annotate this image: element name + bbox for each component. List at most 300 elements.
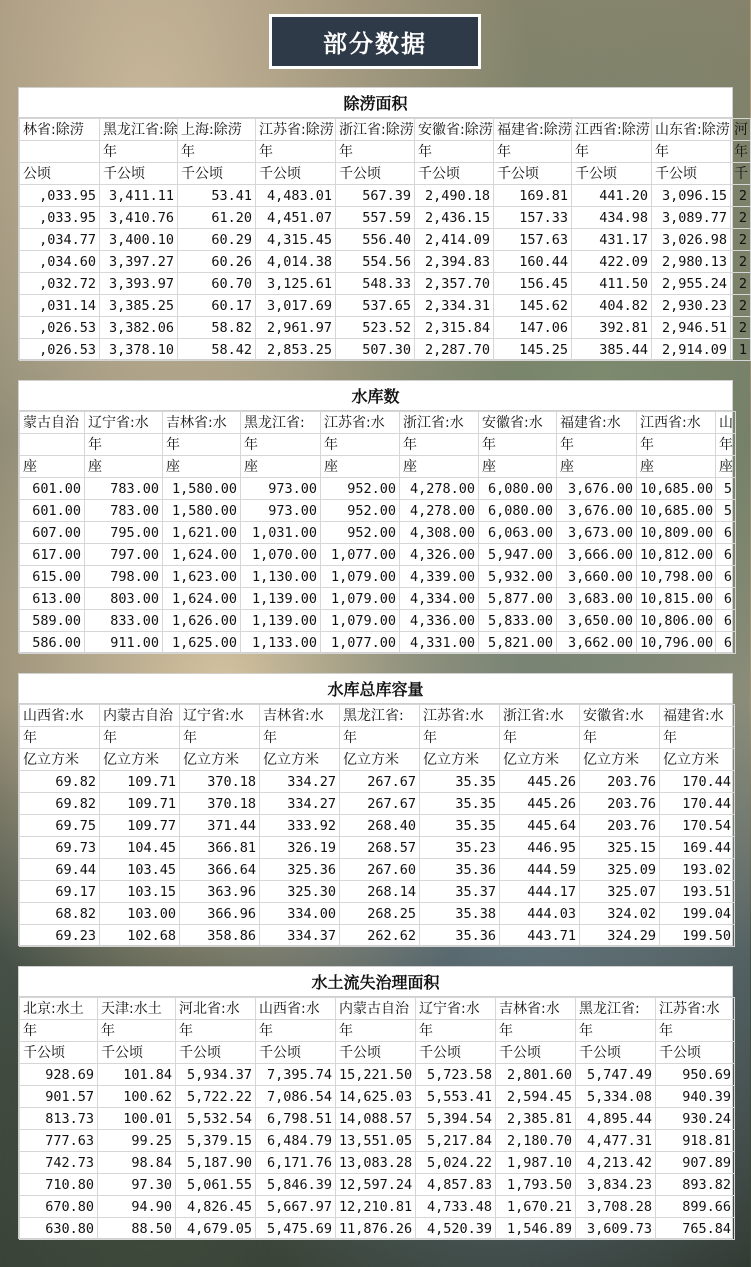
table-cell: 3,609.73: [576, 1218, 656, 1240]
unit-row-cell: 千公顷: [98, 1042, 176, 1064]
table-cell: 7,086.54: [256, 1086, 336, 1108]
column-header-row-cell: 江苏省:水: [420, 705, 500, 727]
frequency-row-cell: 年: [20, 1020, 98, 1042]
table-cell: 262.62: [340, 925, 420, 947]
column-header-row-cell: 河北省:水: [176, 998, 256, 1020]
table-cell: 4,520.39: [416, 1218, 496, 1240]
table-cell: 3,026.98: [652, 229, 731, 251]
table-cell: 444.59: [500, 859, 580, 881]
column-header-row: [20, 705, 735, 727]
table-row: [20, 544, 736, 566]
table-cell: 973.00: [241, 500, 321, 522]
table-cell: 2: [731, 207, 751, 229]
table-cell: 441.20: [572, 185, 652, 207]
frequency-row-cell: 年: [496, 1020, 576, 1042]
table-cell: 69.82: [20, 793, 100, 815]
table-cell: 325.07: [580, 881, 660, 903]
unit-row-cell: 座: [557, 456, 637, 478]
table-cell: 6,080.00: [479, 478, 557, 500]
table-cell: 617.00: [20, 544, 85, 566]
panel-drainage-area: [18, 87, 748, 360]
table-cell: 404.82: [572, 295, 652, 317]
unit-row-cell: 座: [400, 456, 479, 478]
table-cell: ,034.77: [20, 229, 100, 251]
table-cell: 10,685.00: [637, 478, 716, 500]
table-cell: 1,130.00: [241, 566, 321, 588]
table-cell: 10,812.00: [637, 544, 716, 566]
table-cell: 4,278.00: [400, 500, 479, 522]
table-cell: 35.36: [420, 925, 500, 947]
column-header-row-cell: 江西省:水: [637, 412, 716, 434]
table-cell: 4,451.07: [256, 207, 336, 229]
table-cell: ,031.14: [20, 295, 100, 317]
table-cell: 4,334.00: [400, 588, 479, 610]
table-cell: 3,096.15: [652, 185, 731, 207]
table-cell: 3,089.77: [652, 207, 731, 229]
table-cell: 3,393.97: [100, 273, 178, 295]
table-cell: 5,747.49: [576, 1064, 656, 1086]
table-cell: ,033.95: [20, 185, 100, 207]
table-cell: 392.81: [572, 317, 652, 339]
table-cell: 4,895.44: [576, 1108, 656, 1130]
column-header-row: [20, 998, 735, 1020]
table-cell: 3,382.06: [100, 317, 178, 339]
frequency-row-cell: 年: [494, 141, 572, 163]
table-cell: 35.36: [420, 859, 500, 881]
table-cell: 3,385.25: [100, 295, 178, 317]
table-cell: 69.75: [20, 815, 100, 837]
table-cell: 444.17: [500, 881, 580, 903]
table-cell: 411.50: [572, 273, 652, 295]
table-cell: 60.29: [178, 229, 256, 251]
unit-row-cell: 座: [241, 456, 321, 478]
column-header-row-cell: 山东省:除涝: [652, 119, 731, 141]
data-table: [19, 411, 736, 654]
table-cell: 170.44: [660, 771, 735, 793]
table-cell: 607.00: [20, 522, 85, 544]
table-cell: 4,826.45: [176, 1196, 256, 1218]
table-cell: ,032.72: [20, 273, 100, 295]
table-cell: 145.25: [494, 339, 572, 361]
table-row: [20, 207, 751, 229]
table-cell: 1,625.00: [163, 632, 241, 654]
frequency-row-cell: 年: [256, 141, 336, 163]
column-header-row-cell: 吉林省:水: [163, 412, 241, 434]
table-cell: 53.41: [178, 185, 256, 207]
table-cell: 69.23: [20, 925, 100, 947]
table-row: [20, 588, 736, 610]
table-cell: 445.64: [500, 815, 580, 837]
frequency-row: [20, 1020, 735, 1042]
table-cell: 109.77: [100, 815, 180, 837]
table-cell: 4,326.00: [400, 544, 479, 566]
unit-row-cell: 座: [637, 456, 716, 478]
frequency-row-cell: 年: [637, 434, 716, 456]
table-cell: 10,685.00: [637, 500, 716, 522]
table-row: [20, 610, 736, 632]
table-cell: 4,308.00: [400, 522, 479, 544]
table-cell: 10,815.00: [637, 588, 716, 610]
table-cell: 145.62: [494, 295, 572, 317]
table-cell: 109.71: [100, 793, 180, 815]
unit-row-cell: 亿立方米: [260, 749, 340, 771]
table-cell: 952.00: [321, 478, 400, 500]
unit-row: [20, 1042, 735, 1064]
table-cell: 363.96: [180, 881, 260, 903]
unit-row-cell: 千公顷: [256, 163, 336, 185]
table-cell: 973.00: [241, 478, 321, 500]
table-cell: 334.00: [260, 903, 340, 925]
table-row: [20, 632, 736, 654]
table-cell: 1,031.00: [241, 522, 321, 544]
table-cell: 742.73: [20, 1152, 98, 1174]
table-cell: 615.00: [20, 566, 85, 588]
table-row: [20, 1174, 735, 1196]
frequency-row-cell: 年: [100, 727, 180, 749]
table-cell: 2: [731, 185, 751, 207]
unit-row-cell: 千公顷: [494, 163, 572, 185]
unit-row-cell: 千公顷: [576, 1042, 656, 1064]
table-cell: 557.59: [336, 207, 415, 229]
table-cell: 5,334.08: [576, 1086, 656, 1108]
table-cell: 2,961.97: [256, 317, 336, 339]
column-header-row-cell: 上海:除涝: [178, 119, 256, 141]
table-row: [20, 500, 736, 522]
table-cell: 103.15: [100, 881, 180, 903]
table-row: [20, 1064, 735, 1086]
table-cell: 69.17: [20, 881, 100, 903]
frequency-row-cell: 年: [20, 727, 100, 749]
page-title: 部分数据: [323, 30, 427, 58]
column-header-row-cell: 山西省:水: [20, 705, 100, 727]
table-cell: 1,079.00: [321, 610, 400, 632]
table-cell: 6,484.79: [256, 1130, 336, 1152]
table-cell: 507.30: [336, 339, 415, 361]
table-cell: 325.36: [260, 859, 340, 881]
table-cell: 586.00: [20, 632, 85, 654]
table-cell: 170.54: [660, 815, 735, 837]
frequency-row-cell: 年: [660, 727, 735, 749]
table-row: [20, 837, 735, 859]
table-cell: 268.57: [340, 837, 420, 859]
table-cell: 100.01: [98, 1108, 176, 1130]
table-cell: 6,063.00: [479, 522, 557, 544]
frequency-row-cell: 年: [98, 1020, 176, 1042]
table-cell: 4,339.00: [400, 566, 479, 588]
table-cell: 445.26: [500, 793, 580, 815]
table-cell: 358.86: [180, 925, 260, 947]
frequency-row: [20, 434, 736, 456]
unit-row-cell: 千公顷: [572, 163, 652, 185]
table-cell: 157.33: [494, 207, 572, 229]
unit-row-cell: 千公顷: [20, 1042, 98, 1064]
table-cell: 13,551.05: [336, 1130, 416, 1152]
table-cell: 12,597.24: [336, 1174, 416, 1196]
table-cell: 2,853.25: [256, 339, 336, 361]
table-cell: 3,017.69: [256, 295, 336, 317]
panel-title: 除涝面积: [19, 88, 732, 118]
table-cell: 10,806.00: [637, 610, 716, 632]
table-cell: 147.06: [494, 317, 572, 339]
table-cell: 325.15: [580, 837, 660, 859]
column-header-row-cell: 福建省:水: [557, 412, 637, 434]
frequency-row-cell: 年: [416, 1020, 496, 1042]
table-cell: 10,796.00: [637, 632, 716, 654]
table-cell: 1,624.00: [163, 544, 241, 566]
table-cell: 193.02: [660, 859, 735, 881]
table-cell: 1,077.00: [321, 544, 400, 566]
table-cell: 157.63: [494, 229, 572, 251]
table-cell: 60.17: [178, 295, 256, 317]
table-cell: ,026.53: [20, 339, 100, 361]
table-cell: 35.35: [420, 815, 500, 837]
frequency-row-cell: 年: [580, 727, 660, 749]
table-cell: 3,378.10: [100, 339, 178, 361]
frequency-row-cell: 年: [85, 434, 163, 456]
column-header-row-cell: 江苏省:除涝: [256, 119, 336, 141]
frequency-row-cell: 年: [400, 434, 479, 456]
table-cell: 2: [731, 251, 751, 273]
column-header-row-cell: 山: [716, 412, 736, 434]
column-header-row-cell: 天津:水土: [98, 998, 176, 1020]
table-cell: 893.82: [656, 1174, 735, 1196]
table-cell: 431.17: [572, 229, 652, 251]
table-cell: 109.71: [100, 771, 180, 793]
table-cell: ,033.95: [20, 207, 100, 229]
table-cell: 613.00: [20, 588, 85, 610]
table-cell: 710.80: [20, 1174, 98, 1196]
table-cell: 1,079.00: [321, 588, 400, 610]
table-cell: 385.44: [572, 339, 652, 361]
unit-row-cell: 千: [731, 163, 751, 185]
table-cell: 2,287.70: [415, 339, 494, 361]
table-cell: 1: [731, 339, 751, 361]
table-cell: 1,077.00: [321, 632, 400, 654]
column-header-row-cell: 蒙古自治: [20, 412, 85, 434]
table-cell: 6,080.00: [479, 500, 557, 522]
table-cell: 911.00: [85, 632, 163, 654]
table-cell: 1,623.00: [163, 566, 241, 588]
frequency-row-cell: 年: [576, 1020, 656, 1042]
table-cell: 12,210.81: [336, 1196, 416, 1218]
table-cell: 3,650.00: [557, 610, 637, 632]
table-cell: 3,666.00: [557, 544, 637, 566]
table-row: [20, 1130, 735, 1152]
unit-row-cell: 千公顷: [336, 163, 415, 185]
frequency-row-cell: [20, 434, 85, 456]
table-cell: 170.44: [660, 793, 735, 815]
frequency-row: [20, 141, 751, 163]
column-header-row-cell: 福建省:除涝: [494, 119, 572, 141]
table-cell: 2: [731, 273, 751, 295]
table-cell: 10,809.00: [637, 522, 716, 544]
frequency-row-cell: 年: [336, 1020, 416, 1042]
frequency-row: [20, 727, 735, 749]
table-cell: 1,546.89: [496, 1218, 576, 1240]
table-cell: 2,357.70: [415, 273, 494, 295]
table-row: [20, 925, 735, 947]
table-cell: 58.82: [178, 317, 256, 339]
frequency-row-cell: 年: [415, 141, 494, 163]
column-header-row-cell: 浙江省:水: [500, 705, 580, 727]
table-cell: 325.09: [580, 859, 660, 881]
table-cell: 3,662.00: [557, 632, 637, 654]
table-cell: 35.38: [420, 903, 500, 925]
frequency-row-cell: 年: [652, 141, 731, 163]
table-cell: 325.30: [260, 881, 340, 903]
table-cell: 97.30: [98, 1174, 176, 1196]
table-cell: 268.25: [340, 903, 420, 925]
table-row: [20, 815, 735, 837]
frequency-row-cell: 年: [260, 727, 340, 749]
panel-reservoir-capacity: [18, 673, 733, 946]
unit-row-cell: 座: [479, 456, 557, 478]
frequency-row-cell: 年: [100, 141, 178, 163]
table-cell: 103.45: [100, 859, 180, 881]
table-row: [20, 793, 735, 815]
table-row: [20, 1218, 735, 1240]
table-cell: 2,436.15: [415, 207, 494, 229]
unit-row-cell: 千公顷: [100, 163, 178, 185]
table-cell: 918.81: [656, 1130, 735, 1152]
table-cell: 5,947.00: [479, 544, 557, 566]
table-row: [20, 1086, 735, 1108]
unit-row-cell: 千公顷: [416, 1042, 496, 1064]
table-cell: 445.26: [500, 771, 580, 793]
panel-title: 水库数: [19, 381, 732, 411]
table-cell: 601.00: [20, 478, 85, 500]
unit-row-cell: 千公顷: [415, 163, 494, 185]
table-cell: 35.35: [420, 771, 500, 793]
unit-row-cell: 公顷: [20, 163, 100, 185]
table-cell: 2,594.45: [496, 1086, 576, 1108]
table-cell: 556.40: [336, 229, 415, 251]
column-header-row-cell: 福建省:水: [660, 705, 735, 727]
frequency-row-cell: 年: [340, 727, 420, 749]
table-cell: 2,394.83: [415, 251, 494, 273]
table-row: [20, 771, 735, 793]
table-cell: 324.29: [580, 925, 660, 947]
table-cell: 901.57: [20, 1086, 98, 1108]
table-cell: 1,670.21: [496, 1196, 576, 1218]
table-cell: 798.00: [85, 566, 163, 588]
table-cell: 1,580.00: [163, 478, 241, 500]
table-cell: 203.76: [580, 771, 660, 793]
table-cell: 334.27: [260, 771, 340, 793]
column-header-row-cell: 黑龙江省:: [241, 412, 321, 434]
table-row: [20, 273, 751, 295]
table-cell: 103.00: [100, 903, 180, 925]
table-cell: 803.00: [85, 588, 163, 610]
table-cell: 4,331.00: [400, 632, 479, 654]
table-cell: 5,061.55: [176, 1174, 256, 1196]
table-cell: 104.45: [100, 837, 180, 859]
table-cell: 833.00: [85, 610, 163, 632]
table-cell: 5: [716, 478, 736, 500]
table-cell: 366.96: [180, 903, 260, 925]
table-cell: 3,660.00: [557, 566, 637, 588]
table-cell: 3,673.00: [557, 522, 637, 544]
table-cell: 1,624.00: [163, 588, 241, 610]
table-cell: 1,580.00: [163, 500, 241, 522]
column-header-row-cell: 江苏省:水: [321, 412, 400, 434]
column-header-row-cell: 北京:水土: [20, 998, 98, 1020]
panel-reservoir-count: [18, 380, 733, 653]
table-cell: 3,676.00: [557, 500, 637, 522]
unit-row-cell: 千公顷: [336, 1042, 416, 1064]
table-cell: 554.56: [336, 251, 415, 273]
table-cell: 169.44: [660, 837, 735, 859]
table-cell: 10,798.00: [637, 566, 716, 588]
column-header-row-cell: 安徽省:水: [580, 705, 660, 727]
table-cell: 267.67: [340, 793, 420, 815]
table-cell: 2: [731, 295, 751, 317]
table-cell: 7,395.74: [256, 1064, 336, 1086]
table-cell: 2,385.81: [496, 1108, 576, 1130]
page-header: [269, 14, 481, 69]
table-cell: 1,139.00: [241, 588, 321, 610]
column-header-row-cell: 内蒙古自治: [336, 998, 416, 1020]
frequency-row-cell: 年: [572, 141, 652, 163]
frequency-row-cell: 年: [557, 434, 637, 456]
table-cell: 2,414.09: [415, 229, 494, 251]
table-cell: 366.64: [180, 859, 260, 881]
table-cell: 813.73: [20, 1108, 98, 1130]
table-cell: 5,379.15: [176, 1130, 256, 1152]
table-cell: 268.40: [340, 815, 420, 837]
table-row: [20, 1152, 735, 1174]
table-cell: 5,187.90: [176, 1152, 256, 1174]
table-cell: 5,821.00: [479, 632, 557, 654]
table-cell: 2,980.13: [652, 251, 731, 273]
table-cell: 5,846.39: [256, 1174, 336, 1196]
column-header-row-cell: 浙江省:水: [400, 412, 479, 434]
table-cell: 4,679.05: [176, 1218, 256, 1240]
table-row: [20, 1108, 735, 1130]
table-cell: 199.04: [660, 903, 735, 925]
table-cell: 2,955.24: [652, 273, 731, 295]
table-cell: 324.02: [580, 903, 660, 925]
table-row: [20, 317, 751, 339]
frequency-row-cell: 年: [656, 1020, 735, 1042]
table-cell: 6,171.76: [256, 1152, 336, 1174]
table-cell: 950.69: [656, 1064, 735, 1086]
table-cell: 6: [716, 544, 736, 566]
column-header-row-cell: 安徽省:水: [479, 412, 557, 434]
table-cell: 199.50: [660, 925, 735, 947]
table-cell: 5,723.58: [416, 1064, 496, 1086]
unit-row-cell: 亿立方米: [660, 749, 735, 771]
table-cell: ,026.53: [20, 317, 100, 339]
table-cell: 100.62: [98, 1086, 176, 1108]
table-cell: 98.84: [98, 1152, 176, 1174]
table-cell: 169.81: [494, 185, 572, 207]
frequency-row-cell: 年: [163, 434, 241, 456]
table-cell: 1,079.00: [321, 566, 400, 588]
table-cell: 3,397.27: [100, 251, 178, 273]
table-cell: 160.44: [494, 251, 572, 273]
table-row: [20, 566, 736, 588]
table-cell: 2,315.84: [415, 317, 494, 339]
table-cell: 267.67: [340, 771, 420, 793]
table-cell: 5: [716, 500, 736, 522]
frequency-row-cell: 年: [180, 727, 260, 749]
table-cell: 6: [716, 522, 736, 544]
unit-row-cell: 亿立方米: [20, 749, 100, 771]
table-cell: 3,410.76: [100, 207, 178, 229]
table-cell: 13,083.28: [336, 1152, 416, 1174]
table-cell: 567.39: [336, 185, 415, 207]
